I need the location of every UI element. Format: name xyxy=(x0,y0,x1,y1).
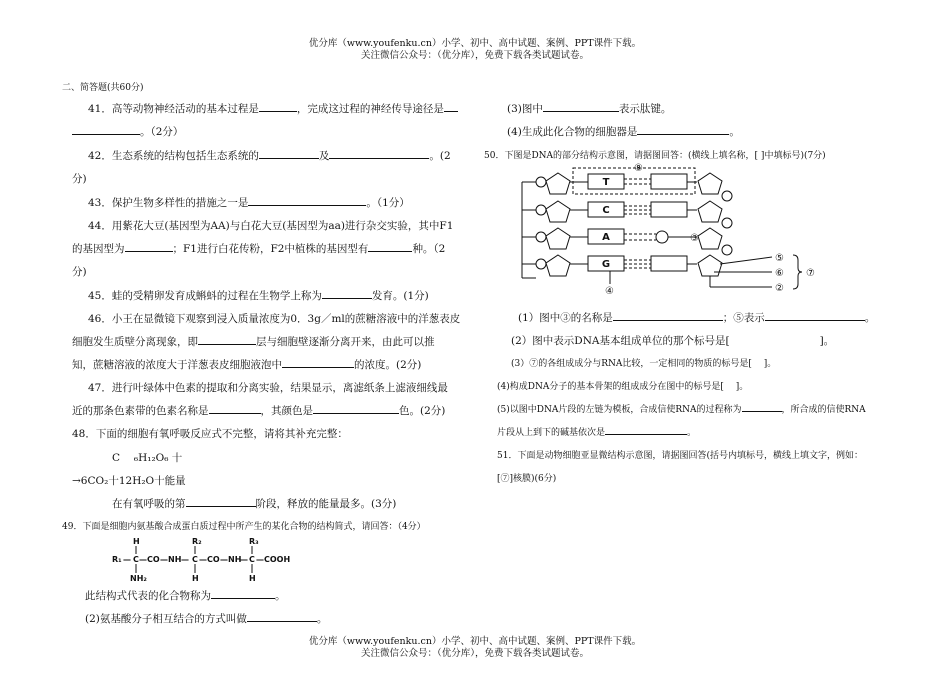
chem-r2: R₂ xyxy=(192,537,202,546)
question-44-cont: 的基因型为 ；F1进行白花传粉，F2中植株的基因型有 种。（2 xyxy=(72,243,446,255)
answer-blank[interactable] xyxy=(765,310,865,321)
question-44-end: 分) xyxy=(72,266,87,278)
pair-base-box xyxy=(651,256,687,271)
chem-dash: — xyxy=(220,555,228,564)
deoxyribose-pentagon xyxy=(546,255,570,276)
answer-blank[interactable] xyxy=(198,334,256,345)
question-41: 41．高等动物神经活动的基本过程是 ，完成这过程的神经传导途径是 xyxy=(88,101,458,116)
question-49-sub1: 此结构式代表的化合物称为 。 xyxy=(85,590,286,602)
question-51: 51．下面是动物细胞亚显微结构示意图，请据图回答(括号内填标号，横线上填文字，例如： xyxy=(497,451,863,461)
question-50-sub1: (1）图中③的名称是 ；⑤表示 。 xyxy=(518,312,876,324)
deoxyribose-pentagon xyxy=(698,255,722,276)
page-footer xyxy=(0,636,950,660)
answer-blank[interactable] xyxy=(605,425,687,435)
deoxyribose-pentagon xyxy=(546,173,570,194)
dna-base-label: A xyxy=(602,232,610,243)
chem-c-3: C xyxy=(249,555,255,564)
phosphate-circle xyxy=(722,191,732,201)
chem-h-bottom-2: H xyxy=(249,574,256,583)
question-50-sub4: (4)构成DNA分子的基本骨架的组成成分在图中的标号是[ ]。 xyxy=(497,382,749,392)
question-50-sub2: (2）图中表示DNA基本组成单位的那个标号是[ ]。 xyxy=(511,335,835,347)
marker-7: ⑦ xyxy=(806,268,815,279)
answer-blank[interactable] xyxy=(248,195,366,206)
chem-dash: — xyxy=(240,555,248,564)
deoxyribose-pentagon xyxy=(698,228,722,249)
phosphate-circle xyxy=(722,218,732,228)
page-header xyxy=(0,38,950,62)
answer-blank[interactable] xyxy=(282,357,354,368)
formula-line-1: C ₆H₁₂O₆ 十 xyxy=(112,452,183,464)
chem-r1: R₁ xyxy=(112,555,122,564)
answer-blank[interactable] xyxy=(186,496,256,507)
dna-base-label: T xyxy=(602,177,610,188)
question-50-sub5-cont: 片段从上到下的碱基依次是 。 xyxy=(497,425,696,438)
formula-line-2: →6CO₂十12H₂O十能量 xyxy=(72,475,186,487)
question-49: 49．下面是细胞内氨基酸合成蛋白质过程中所产生的某化合物的结构简式，请回答：（4分） xyxy=(62,522,426,532)
question-50: 50．下图是DNA的部分结构示意图，请据图回答：(横线上填名称，[ ]中填标号)(7分) xyxy=(484,151,826,161)
chem-c-2: C xyxy=(192,555,198,564)
deoxyribose-pentagon xyxy=(698,173,722,194)
question-48-cont: 在有氧呼吸的第 阶段，释放的能量最多。(3分) xyxy=(112,498,397,510)
marker-8: ⑧ xyxy=(634,163,643,174)
dna-base-label: G xyxy=(601,259,611,270)
question-47: 47．进行叶绿体中色素的提取和分离实验，结果显示，离滤纸条上滤液细线最 xyxy=(88,382,448,394)
pair-base-box xyxy=(651,202,687,217)
question-42-cont: 分) xyxy=(72,173,87,185)
chem-dash: — xyxy=(139,555,147,564)
answer-blank[interactable] xyxy=(209,403,261,414)
brace-7 xyxy=(793,255,802,289)
deoxyribose-pentagon xyxy=(698,201,722,222)
chem-dash: — xyxy=(199,555,207,564)
question-49-sub4: (4)生成此化合物的细胞器是 。 xyxy=(507,126,740,138)
chem-h-top-1: H xyxy=(133,537,140,546)
marker-4: ④ xyxy=(605,286,614,297)
footer-line-2: 关注微信公众号：（优分库），免费下载各类试题试卷。 xyxy=(360,648,589,659)
answer-blank[interactable] xyxy=(259,101,297,112)
dna-structure-diagram xyxy=(510,160,830,300)
chem-nh2: NH₂ xyxy=(130,574,147,583)
answer-blank[interactable] xyxy=(444,101,458,112)
question-49-sub3: (3)图中 表示肽键。 xyxy=(507,103,672,115)
section-title: 二、简答题(共60分) xyxy=(62,83,144,93)
answer-blank[interactable] xyxy=(259,148,319,159)
question-44: 44．用紫花大豆(基因型为AA)与白花大豆(基因型为aa)进行杂交实验，其中F1 xyxy=(88,220,454,232)
header-line-1: 优分库（www.youfenku.cn）小学、初中、高中试题、案例、PPT课件下载。 xyxy=(308,38,642,49)
chem-c-1: C xyxy=(133,555,139,564)
answer-blank[interactable] xyxy=(125,241,173,252)
chem-dash: — xyxy=(181,555,189,564)
phosphate-circle xyxy=(536,232,546,242)
phosphate-circle xyxy=(536,177,546,187)
question-50-sub3: (3）⑦的各组成成分与RNA比较，一定相同的物质的标号是[ ]。 xyxy=(511,359,777,369)
question-41-cont: 。（2分） xyxy=(72,124,183,139)
pair-base-box xyxy=(651,174,687,189)
peptide-structure-diagram xyxy=(110,535,330,585)
question-46-cont: 细胞发生质壁分离现象，即 层与细胞壁逐渐分离开来，由此可以推 xyxy=(72,336,435,348)
question-49-sub2: (2)氨基酸分子相互结合的方式叫做 。 xyxy=(85,613,328,625)
marker-2: ② xyxy=(775,283,784,294)
header-line-2: 关注微信公众号：（优分库），免费下载各类试题试卷。 xyxy=(360,50,589,61)
question-43: 43．保护生物多样性的措施之一是 。（1分） xyxy=(88,197,410,209)
deoxyribose-pentagon xyxy=(546,228,570,249)
question-46: 46．小王在显微镜下观察到浸入质量浓度为0．3g／ml的蔗糖溶液中的洋葱表皮 xyxy=(88,313,461,325)
footer-line-1: 优分库（www.youfenku.cn）小学、初中、高中试题、案例、PPT课件下载。 xyxy=(308,636,642,647)
chem-r3: R₃ xyxy=(249,537,259,546)
answer-blank[interactable] xyxy=(211,588,275,599)
question-46-end: 知，蔗糖溶液的浓度大于洋葱表皮细胞液泡中 的浓度。(2分) xyxy=(72,359,422,371)
marker-5: ⑤ xyxy=(775,253,784,264)
phosphate-circle xyxy=(536,259,546,269)
chem-nh-2: NH xyxy=(228,555,242,564)
deoxyribose-pentagon xyxy=(546,201,570,222)
question-42: 42．生态系统的结构包括生态系统的 及 。(2 xyxy=(88,150,451,162)
question-47-cont: 近的那条色素带的色素名称是 ，其颜色是 色。(2分) xyxy=(72,405,446,417)
chem-nh-1: NH xyxy=(168,555,182,564)
answer-blank[interactable] xyxy=(613,310,723,321)
chem-dash: — xyxy=(123,555,131,564)
phosphate-circle xyxy=(722,245,732,255)
phosphate-circle xyxy=(536,205,546,215)
answer-blank[interactable] xyxy=(637,124,729,135)
answer-blank[interactable] xyxy=(368,241,412,252)
question-48: 48．下面的细胞有氧呼吸反应式不完整，请将其补充完整： xyxy=(72,428,348,440)
answer-blank[interactable] xyxy=(543,101,619,112)
answer-blank[interactable] xyxy=(72,124,140,135)
answer-blank[interactable] xyxy=(322,288,372,299)
marker-3: ③ xyxy=(690,233,699,244)
chem-co-2: CO xyxy=(207,555,220,564)
answer-blank[interactable] xyxy=(247,611,317,622)
dna-base-label: C xyxy=(602,205,610,216)
pair-base-circle xyxy=(656,231,668,243)
chem-cooh: COOH xyxy=(264,555,291,564)
chem-dash: — xyxy=(160,555,168,564)
question-50-sub5: (5)以图中DNA片段的左链为模板，合成信使RNA的过程称为 ，所合成的信使RNA xyxy=(497,402,866,415)
answer-blank[interactable] xyxy=(313,403,399,414)
chem-h-bottom-1: H xyxy=(192,574,199,583)
chem-co-1: CO xyxy=(147,555,160,564)
answer-blank[interactable] xyxy=(742,402,782,412)
question-51-cont: [⑦]核膜)(6分) xyxy=(497,474,557,484)
pointer-line-5 xyxy=(720,257,772,264)
answer-blank[interactable] xyxy=(329,148,429,159)
marker-6: ⑥ xyxy=(775,268,784,279)
question-45: 45．蛙的受精卵发育成蝌蚪的过程在生物学上称为 发育。(1分) xyxy=(88,290,429,302)
chem-dash: — xyxy=(256,555,264,564)
